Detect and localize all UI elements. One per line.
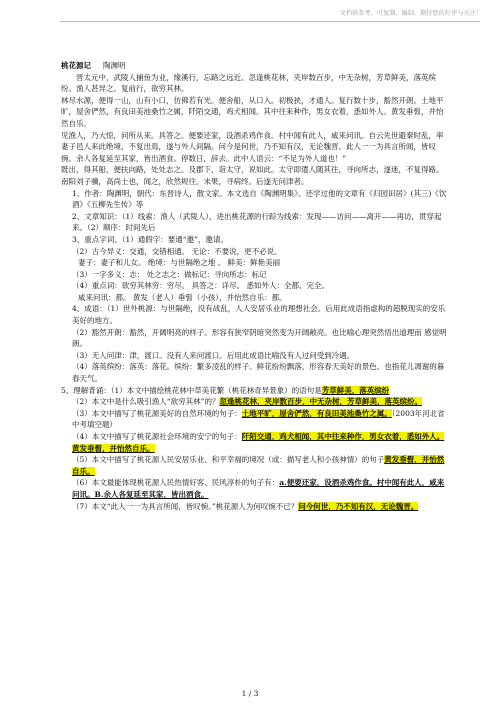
title-line <box>61 60 447 72</box>
paragraph: 南阳刘子骥，高尚士也，闻之，欣然规往。未果，寻病终。后遂无问津者。 <box>61 176 309 186</box>
recite-3-answer: 土地平旷，屋舍俨然，有良田美池桑竹之属。 <box>241 408 392 418</box>
recite-1-question: 5、理解背诵：（1）本文中描绘桃花林中草美花繁（桃花林奇异景象）的语句是 <box>61 385 322 395</box>
recite-4 <box>61 431 447 454</box>
recite-5 <box>61 454 447 477</box>
recite-2-answer: 忽逢桃花林，夹岸数百步，中无杂树，芳草鲜美，落英缤纷。 <box>219 397 422 407</box>
note-vocab-2b: 妻子：妻子和儿女。 绝境：与世隔绝之地 。 鲜美：鲜艳美丽 <box>78 258 281 268</box>
note-vocab-3: （3）一字多义：志： 处之志之：做标记：寻向所志：标记 <box>72 269 267 279</box>
recite-6-question: （6）本文最能体现桃花源人民热情好客、民风淳朴的句子有： <box>72 478 280 488</box>
paragraph: 见渔人，乃大惊，问所从来。具答之。便要还家，设酒杀鸡作食。村中闻有此人，咸来问讯。自云先世避秦时乱，率妻子邑人来此绝境，不复出焉，遂与外人间隔。问今是何世，乃不知有汉，无论魏晋。此人一一为具言所闻，皆叹惋。余人各复延至其家，皆出酒食。停数日，辞去。此中人语云：“不足为外人道也！” <box>61 130 444 163</box>
recite-5-answer: 黄发垂髫，并怡然自乐。 <box>72 455 445 476</box>
paragraph: 林尽水源，便得一山，山有小口，仿佛若有光。便舍船，从口入。初极狭，才通人。复行数十步，豁然开朗。土地平旷，屋舍俨然，有良田美池桑竹之属，阡陌交通，鸡犬相闻。其中往来种作，男女衣着，悉如外人。黄发垂髫，并怡然自乐。 <box>61 95 444 128</box>
page-number: 1 / 3 <box>241 689 259 698</box>
recite-6 <box>61 477 447 500</box>
note-idioms-2: （2）豁然开朗：豁然，开阔明亮的样子。形容有狭窄阴暗突然变为开阔敞亮。也比喻心理突然悟出道理而 感觉明朗。 <box>72 327 447 349</box>
recite-2-question: （2）本文中是什么吸引渔人“欲穷其林”的？ <box>72 397 220 407</box>
header-divider <box>60 21 480 22</box>
recite-1 <box>61 385 447 397</box>
note-vocab-2: （2）古今异义：交通，交错相通。 无论：不要说，更不必说。 <box>72 246 282 256</box>
recite-4-answer: 阡陌交通，鸡犬相闻，其中往来种作，男女衣着，悉如外人。黄发垂髫，并怡然自乐。 <box>72 432 445 453</box>
header-note: 文档供参考，可复制、编制，期待您的好评与关注！ <box>339 10 482 17</box>
note-knowledge: 2、文章知识：（1）线索：渔人（武陵人），进出桃花源的行踪为线索：发现——访问——离开——再访，贯穿起来。（2）顺序：时间先后 <box>72 211 442 233</box>
note-idioms: 4、成语：（1）世外桃源：与世隔绝，没有战乱，人人安居乐业的理想社会。后用此成语指虚构的超脱现实的安乐美好的地方。 <box>72 304 446 326</box>
note-vocab-4b: 咸来问讯：都。 黄发（老人）垂髫（小孩），并怡然自乐：都。 <box>78 292 287 302</box>
note-idioms-4: （4）落英缤纷：落英：落花。缤纷：繁多凌乱的样子。鲜花纷纷飘落，形容春天美好的景色。也指花儿凋谢的暮春天气。 <box>72 362 445 384</box>
document-title: 桃花源记 <box>61 61 91 70</box>
document-author: 陶渊明 <box>103 61 126 70</box>
recite-7-answer: 问今何世，乃不知有汉，无论魏晋。 <box>298 501 419 511</box>
recite-3-question: （3）本文中描写了桃花源美好的自然环境的句子 <box>72 408 235 418</box>
recite-3-note: （2003年河北省中考填空题） <box>72 408 445 430</box>
recite-7-question: （7）本文“此人一一为具言所闻，皆叹惋。”桃花源人为何叹惋不已？ <box>72 501 299 511</box>
recite-1-answer: 芳草鲜美，落英缤纷 <box>321 385 390 395</box>
note-vocab: 3、重点字词、（1）通假字：要通“邀”，邀请。 <box>72 234 228 244</box>
paragraph: 既出，得其船，便扶向路，处处志之。及郡下，诣太守，说如此。太守即遣人随其往，寻向所志，遂迷，不复得路。 <box>61 165 444 175</box>
recite-6-answer: a.便要还家，设酒杀鸡作食。村中闻有此人，咸来问讯。B.余人各复延至其家，皆出酒食。 <box>72 478 445 499</box>
recite-5-question: （5）本文中描写了桃花源人民安居乐业、和平幸福的境况（或：描写老人和小孩神情）的句子 <box>72 455 385 465</box>
recite-4-question: （4）本文中描写了桃花源社会环境的安宁的句子： <box>72 432 242 441</box>
recite-7 <box>61 501 447 513</box>
paragraph: 晋太元中，武陵人捕鱼为业，缘溪行，忘路之远近。忽逢桃花林，夹岸数百步，中无杂树，芳草鲜美，落英缤纷。渔人甚异之。复前行，欲穷其林。 <box>61 72 436 94</box>
recite-3: （3）本文中描写了桃花源美好的自然环境的句子：土地平旷，屋舍俨然，有良田美池桑竹之属。（2003年河北省中考填空题） <box>72 408 445 430</box>
note-idioms-3: （3）无人问津：津，渡口。没有人来问渡口。后用此成语比喻没有人过问受到冷遇。 <box>72 350 355 360</box>
note-vocab-4: （4）重点词：欲穷其林穷：穷尽。 具答之：详尽。 悉如外人：全都、完全。 <box>72 281 330 291</box>
note-author: 1、作者：陶渊明，朝代：东晋诗人，散文家。本文选自《陶渊明集》。还学过他的文章有《归园田居》(其三)《饮酒》《五柳先生传》等 <box>72 188 447 210</box>
document-body <box>61 60 447 512</box>
recite-2 <box>61 396 447 408</box>
